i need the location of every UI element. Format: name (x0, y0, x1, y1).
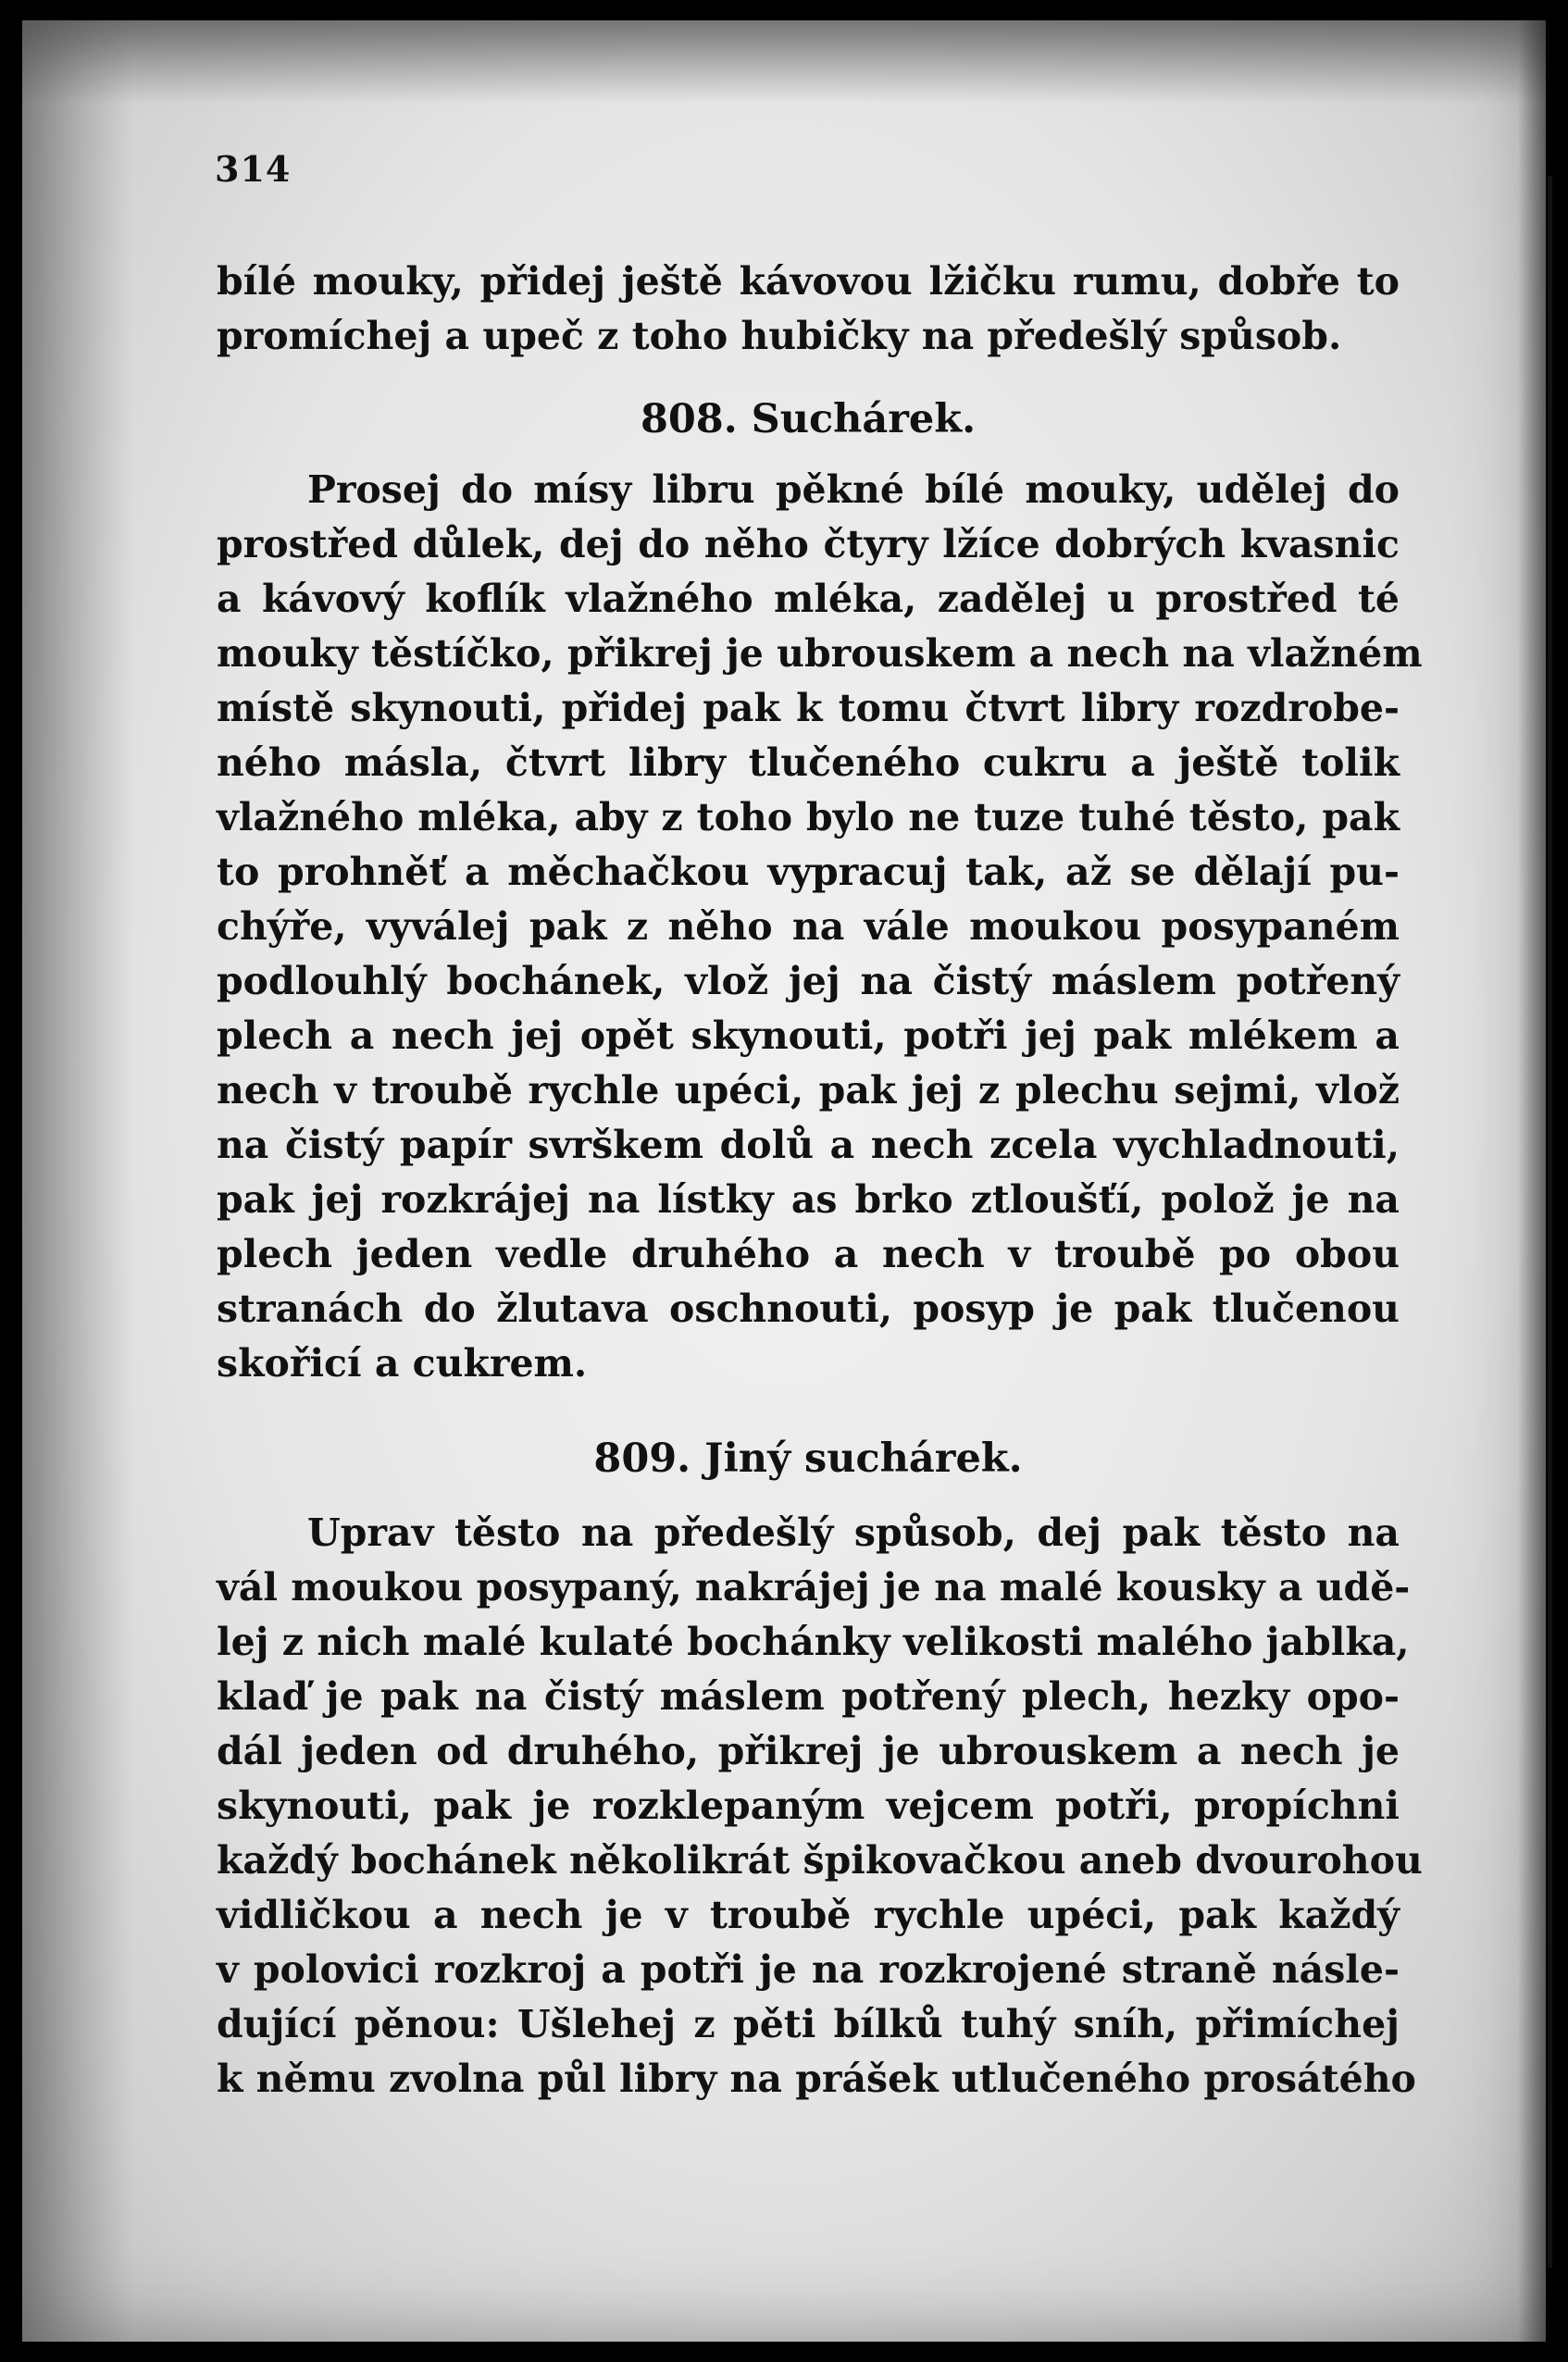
text-line: nech v troubě rychle upéci, pak jej z plechu sejmi, vlož (217, 1068, 1400, 1113)
text-line: prostřed důlek, dej do něho čtyry lžíce dobrých kvasnic (217, 522, 1400, 566)
text-line: pak jej rozkrájej na lístky as brko ztloušťí, polož je na (217, 1177, 1400, 1222)
text-line: místě skynouti, přidej pak k tomu čtvrt libry rozdrobe- (217, 686, 1400, 730)
text-line: podlouhlý bochánek, vlož jej na čistý máslem potřený (217, 959, 1400, 1003)
text-line: v polovici rozkroj a potři je na rozkrojené straně násle- (217, 1947, 1400, 1992)
recipe-809-paragraph (217, 1506, 1423, 2107)
text-line: k němu zvolna půl libry na prášek utlučeného prosátého (217, 2057, 1416, 2101)
text-line: stranách do žlutava oschnouti, posyp je pak tlučenou (217, 1287, 1400, 1331)
page-shadow-left (22, 20, 133, 2342)
text-line: dál jeden od druhého, přikrej je ubrouskem a nech je (217, 1729, 1400, 1773)
text-line: mouky těstíčko, přikrej je ubrouskem a nech na vlažném (217, 631, 1423, 676)
text-line: Prosej do mísy libru pěkné bílé mouky, udělej do (307, 467, 1400, 512)
text-line: vál moukou posypaný, nakrájej je na malé kousky a udě- (217, 1565, 1411, 1610)
text-line: ného másla, čtvrt libry tlučeného cukru a ještě tolik (217, 740, 1400, 785)
recipe-heading-809: 809. Jiný suchárek. (593, 1436, 1023, 1482)
text-line: na čistý papír svrškem dolů a nech zcela vychladnouti, (217, 1123, 1400, 1167)
text-line: klaď je pak na čistý máslem potřený plech, hezky opo- (217, 1674, 1400, 1719)
recipe-808-paragraph (217, 463, 1423, 1391)
text-line: chýře, vyválej pak z něho na vále moukou posypaném (217, 904, 1400, 949)
text-line: promíchej a upeč z toho hubičky na předešlý spůsob. (217, 314, 1342, 358)
text-line: vidličkou a nech je v troubě rychle upéci, pak každý (217, 1893, 1400, 1937)
text-line: každý bochánek několikrát špikovačkou aneb dvourohou (217, 1838, 1423, 1883)
text-line: skořicí a cukrem. (217, 1341, 588, 1386)
text-line: plech a nech jej opět skynouti, potři jej pak mlékem a (217, 1013, 1400, 1058)
page-number: 314 (215, 148, 292, 190)
text-line: bílé mouky, přidej ještě kávovou lžičku rumu, dobře to (217, 259, 1400, 304)
text-line: a kávový koflík vlažného mléka, zadělej u prostřed té (217, 577, 1400, 621)
text-line: lej z nich malé kulaté bochánky velikosti malého jablka, (217, 1620, 1410, 1664)
text-line: Uprav těsto na předešlý spůsob, dej pak těsto na (307, 1510, 1400, 1555)
text-line: to prohněť a měchačkou vypracuj tak, až se dělají pu- (217, 850, 1400, 894)
page-shadow-top (22, 20, 1546, 104)
recipe-heading-808: 808. Suchárek. (640, 396, 977, 442)
text-line: dující pěnou: Ušlehej z pěti bílků tuhý sníh, přimíchej (217, 2002, 1400, 2046)
continued-paragraph (217, 255, 1400, 364)
text-line: plech jeden vedle druhého a nech v troubě po obou (217, 1232, 1400, 1276)
binding-edge-line (1548, 176, 1552, 2268)
text-line: skynouti, pak je rozklepaným vejcem potři, propíchni (217, 1784, 1400, 1828)
text-line: vlažného mléka, aby z toho bylo ne tuze tuhé těsto, pak (217, 795, 1400, 839)
page-shadow-right (1518, 20, 1546, 2342)
